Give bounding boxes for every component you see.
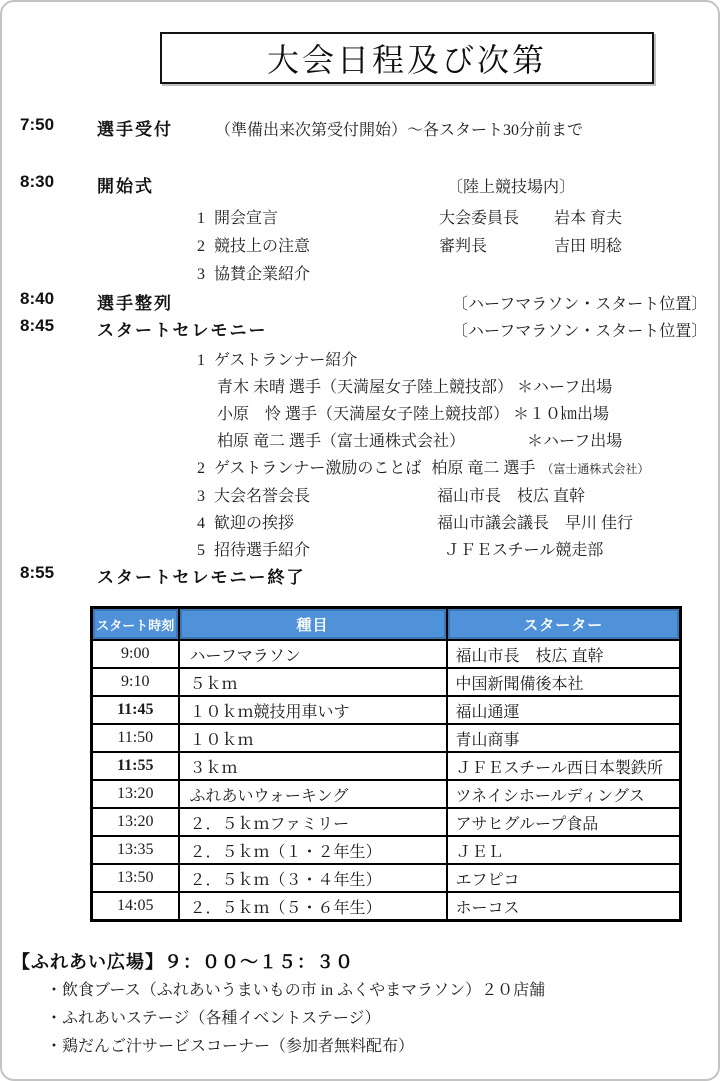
table-row bbox=[92, 836, 681, 864]
guest-entry: ＊ハーフ出場 bbox=[517, 379, 613, 396]
cell-time: 11:55 bbox=[92, 752, 179, 780]
opening-item-2 bbox=[197, 233, 310, 256]
header-event: 種目 bbox=[179, 608, 447, 641]
cell-event: ５ｋｍ bbox=[179, 668, 447, 696]
guest-affiliation: （天満屋女子陸上競技部） bbox=[317, 406, 510, 423]
label-ceremony: スタートセレモニー bbox=[97, 321, 268, 340]
item-text: ゲストランナー紹介 bbox=[214, 352, 358, 369]
cell-starter: ホーコス bbox=[447, 892, 681, 921]
item-guest-affiliation: （富士通株式会社） bbox=[541, 462, 650, 476]
start-schedule-table bbox=[90, 606, 682, 922]
item-number: 4 bbox=[197, 515, 205, 532]
table-header-row bbox=[92, 608, 681, 641]
table-row bbox=[92, 752, 681, 780]
plaza-heading: 【ふれあい広場】９：００～１５：３０ bbox=[12, 952, 354, 972]
cell-time: 9:00 bbox=[92, 640, 179, 668]
item-text: 歓迎の挨拶 bbox=[214, 515, 295, 532]
ceremony-item-5 bbox=[197, 537, 310, 560]
cell-event: １０ｋｍ競技用車いす bbox=[179, 696, 447, 724]
location-ceremony: 〔ハーフマラソン・スタート位置〕 bbox=[452, 323, 708, 340]
opening-item-2-name: 吉田 明稔 bbox=[554, 238, 623, 255]
item-number: 5 bbox=[197, 542, 205, 559]
guest-affiliation: （富士通株式会社） bbox=[321, 433, 466, 450]
table-row bbox=[92, 640, 681, 668]
plaza-bullet-soup: ・鶏だんご汁サービスコーナー（参加者無料配布） bbox=[46, 1038, 415, 1055]
item-number: 3 bbox=[197, 266, 205, 283]
ceremony-intro bbox=[197, 347, 357, 370]
cell-event: ふれあいウォーキング bbox=[179, 780, 447, 808]
guest-entry: ＊１０㎞出場 bbox=[513, 406, 610, 423]
cell-time: 13:20 bbox=[92, 808, 179, 836]
location-lineup: 〔ハーフマラソン・スタート位置〕 bbox=[452, 296, 708, 313]
item-number: 2 bbox=[197, 460, 205, 477]
cell-time: 13:20 bbox=[92, 780, 179, 808]
ceremony-item-5-value: ＪＦＥスチール競走部 bbox=[444, 542, 604, 559]
label-reception: 選手受付 bbox=[97, 120, 173, 139]
label-ceremony-end: スタートセレモニー終了 bbox=[97, 568, 306, 587]
item-number: 3 bbox=[197, 488, 205, 505]
cell-event: １０ｋｍ bbox=[179, 724, 447, 752]
item-text: 競技上の注意 bbox=[214, 238, 311, 255]
ceremony-item-4 bbox=[197, 510, 294, 533]
opening-item-2-role: 審判長 bbox=[439, 238, 488, 255]
ceremony-item-2 bbox=[197, 455, 649, 478]
guest-runner-3 bbox=[217, 428, 622, 451]
plaza-bullet-food: ・飲食ブース（ふれあいうまいもの市 in ふくやまマラソン）２０店舗 bbox=[46, 982, 546, 999]
item-number: 1 bbox=[197, 352, 205, 369]
table-row bbox=[92, 724, 681, 752]
cell-event: ２．５ｋｍ（３・４年生） bbox=[179, 864, 447, 892]
guest-entry: ＊ハーフ出場 bbox=[527, 433, 623, 450]
item-text: 開会宣言 bbox=[214, 210, 279, 227]
label-lineup: 選手整列 bbox=[97, 294, 173, 313]
cell-time: 13:35 bbox=[92, 836, 179, 864]
guest-name: 青木 未晴 選手 bbox=[217, 379, 322, 396]
cell-time: 11:50 bbox=[92, 724, 179, 752]
item-number: 1 bbox=[197, 210, 205, 227]
location-opening: 〔陸上競技場内〕 bbox=[447, 179, 576, 196]
cell-starter: アサヒグループ食品 bbox=[447, 808, 681, 836]
cell-starter: ツネイシホールディングス bbox=[447, 780, 681, 808]
time-ceremony: 8:45 bbox=[20, 316, 55, 335]
cell-starter: ＪＦＥスチール西日本製鉄所 bbox=[447, 752, 681, 780]
opening-item-3 bbox=[197, 261, 310, 284]
cell-event: ２．５ｋｍファミリー bbox=[179, 808, 447, 836]
table-row bbox=[92, 892, 681, 921]
header-start-time: スタート時刻 bbox=[92, 608, 179, 641]
table-row bbox=[92, 696, 681, 724]
page-title: 大会日程及び次第 bbox=[266, 42, 547, 78]
title-box bbox=[160, 32, 654, 84]
cell-starter: 中国新聞備後本社 bbox=[447, 668, 681, 696]
guest-runner-1 bbox=[217, 374, 612, 397]
item-guest-name: 柏原 竜二 選手 bbox=[431, 460, 536, 477]
cell-time: 13:50 bbox=[92, 864, 179, 892]
table-row bbox=[92, 864, 681, 892]
cell-starter: 福山市長 枝広 直幹 bbox=[447, 640, 681, 668]
table-row bbox=[92, 808, 681, 836]
cell-time: 9:10 bbox=[92, 668, 179, 696]
guest-affiliation: （天満屋女子陸上競技部） bbox=[321, 379, 514, 396]
ceremony-item-3-value: 福山市長 枝広 直幹 bbox=[437, 488, 586, 505]
opening-item-1 bbox=[197, 205, 278, 228]
cell-time: 14:05 bbox=[92, 892, 179, 921]
table-row bbox=[92, 780, 681, 808]
cell-starter: エフピコ bbox=[447, 864, 681, 892]
item-text: 招待選手紹介 bbox=[214, 542, 311, 559]
item-number: 2 bbox=[197, 238, 205, 255]
item-text: 大会名誉会長 bbox=[214, 488, 311, 505]
time-opening: 8:30 bbox=[20, 172, 55, 191]
table-row bbox=[92, 668, 681, 696]
plaza-bullet-stage: ・ふれあいステージ（各種イベントステージ） bbox=[46, 1010, 381, 1027]
guest-name: 柏原 竜二 選手 bbox=[217, 433, 322, 450]
guest-name: 小原 怜 選手 bbox=[217, 406, 318, 423]
opening-item-1-name: 岩本 育夫 bbox=[554, 210, 623, 227]
opening-item-1-role: 大会委員長 bbox=[439, 210, 520, 227]
time-reception: 7:50 bbox=[20, 115, 55, 134]
cell-event: ハーフマラソン bbox=[179, 640, 447, 668]
item-text: ゲストランナー激励のことば bbox=[214, 460, 422, 477]
cell-event: ２．５ｋｍ（５・６年生） bbox=[179, 892, 447, 921]
header-starter: スターター bbox=[447, 608, 681, 641]
cell-event: ２．５ｋｍ（１・２年生） bbox=[179, 836, 447, 864]
note-reception: （準備出来次第受付開始）～各スタート30分前まで bbox=[215, 122, 584, 139]
label-opening: 開始式 bbox=[97, 177, 154, 196]
cell-starter: 青山商事 bbox=[447, 724, 681, 752]
cell-event: ３ｋｍ bbox=[179, 752, 447, 780]
time-lineup: 8:40 bbox=[20, 289, 55, 308]
time-ceremony-end: 8:55 bbox=[20, 563, 55, 582]
ceremony-item-3 bbox=[197, 483, 310, 506]
ceremony-item-4-value: 福山市議会議長 早川 佳行 bbox=[437, 515, 634, 532]
cell-starter: 福山通運 bbox=[447, 696, 681, 724]
item-text: 協賛企業紹介 bbox=[214, 266, 311, 283]
cell-time: 11:45 bbox=[92, 696, 179, 724]
guest-runner-2 bbox=[217, 401, 609, 424]
cell-starter: ＪＥＬ bbox=[447, 836, 681, 864]
